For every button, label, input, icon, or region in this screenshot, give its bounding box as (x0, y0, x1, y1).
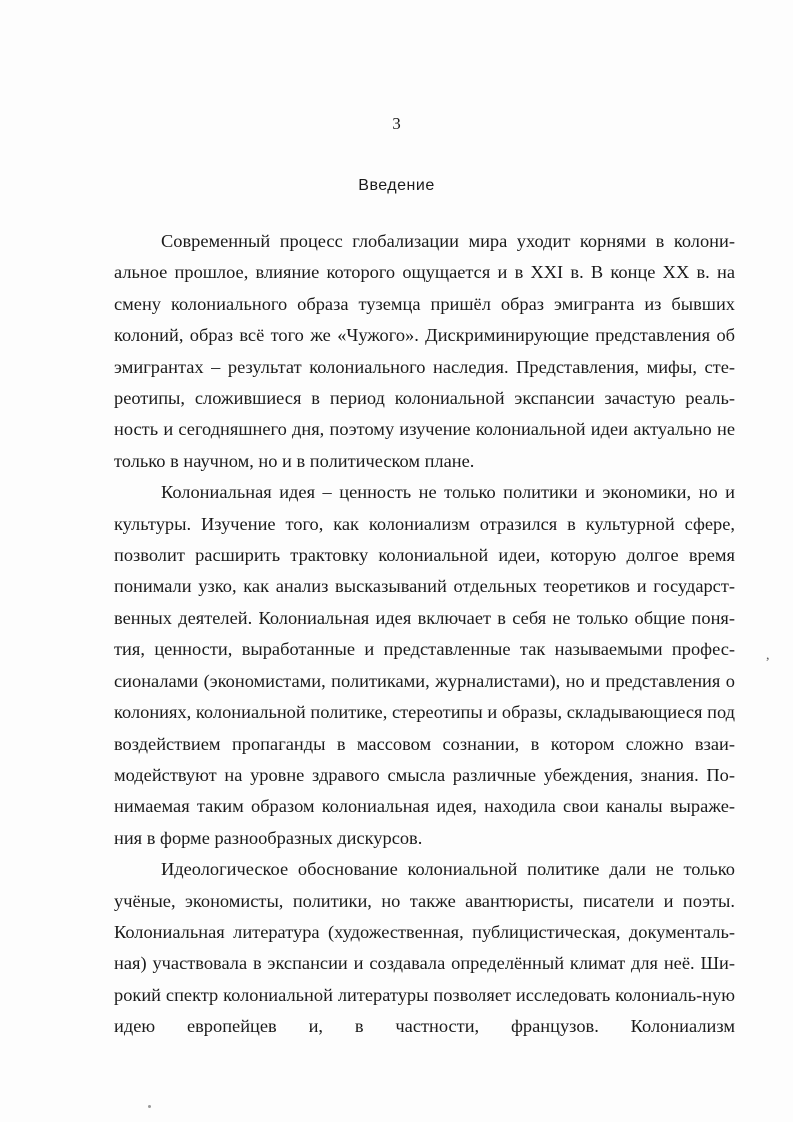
paragraph-3: Идеологическое обоснование колониальной политике дали не только учёные, экономисты, политики, но также авантюристы, писатели и поэты. Колониальная литература (художественная, публицистическая, документаль-ная) участвовала в экспансии и создавала определённый климат для неё. Ши-рокий спектр колониальной литературы позволяет исследовать колониаль-ную идею европейцев и, в частности, французов. Колониализм (114, 859, 735, 1037)
page-number: 3 (392, 114, 401, 133)
scan-speck (148, 1105, 151, 1108)
body-text (114, 226, 735, 1043)
paragraph-2: Колониальная идея – ценность не только политики и экономики, но и культуры. Изучение того, как колониализм отразился в культурной сфере, позволит расширить трактовку колониальной идеи, которую долгое время понимали узко, как анализ высказываний отдельных теоретиков и государст-венных деятелей. Колониальная идея включает в себя не только общие поня-тия, ценности, выработанные и представленные так называемыми профес-сионалами (экономистами, политиками, журналистами), но и представления о колониях, колониальной политике, стереотипы и образы, складывающиеся под воздействием пропаганды в массовом сознании, в котором сложно взаи-модействуют на уровне здравого смысла различные убеждения, знания. По-нимаемая таким образом колониальная идея, находила свои каналы выраже-ния в форме разнообразных дискурсов. (114, 482, 735, 848)
paragraph-1: Современный процесс глобализации мира уходит корнями в колони-альное прошлое, влияние которого ощущается и в XXI в. В конце XX в. на смену колониального образа туземца пришёл образ эмигранта из бывших колоний, образ всё того же «Чужого». Дискриминирующие представления об эмигрантах – результат колониального наследия. Представления, мифы, сте-реотипы, сложившиеся в период колониальной экспансии зачастую реаль-ность и сегодняшнего дня, поэтому изучение колониальной идеи актуально не только в научном, но и в политическом плане. (114, 231, 735, 471)
section-heading: Введение (358, 177, 435, 194)
margin-mark: , (766, 648, 770, 663)
